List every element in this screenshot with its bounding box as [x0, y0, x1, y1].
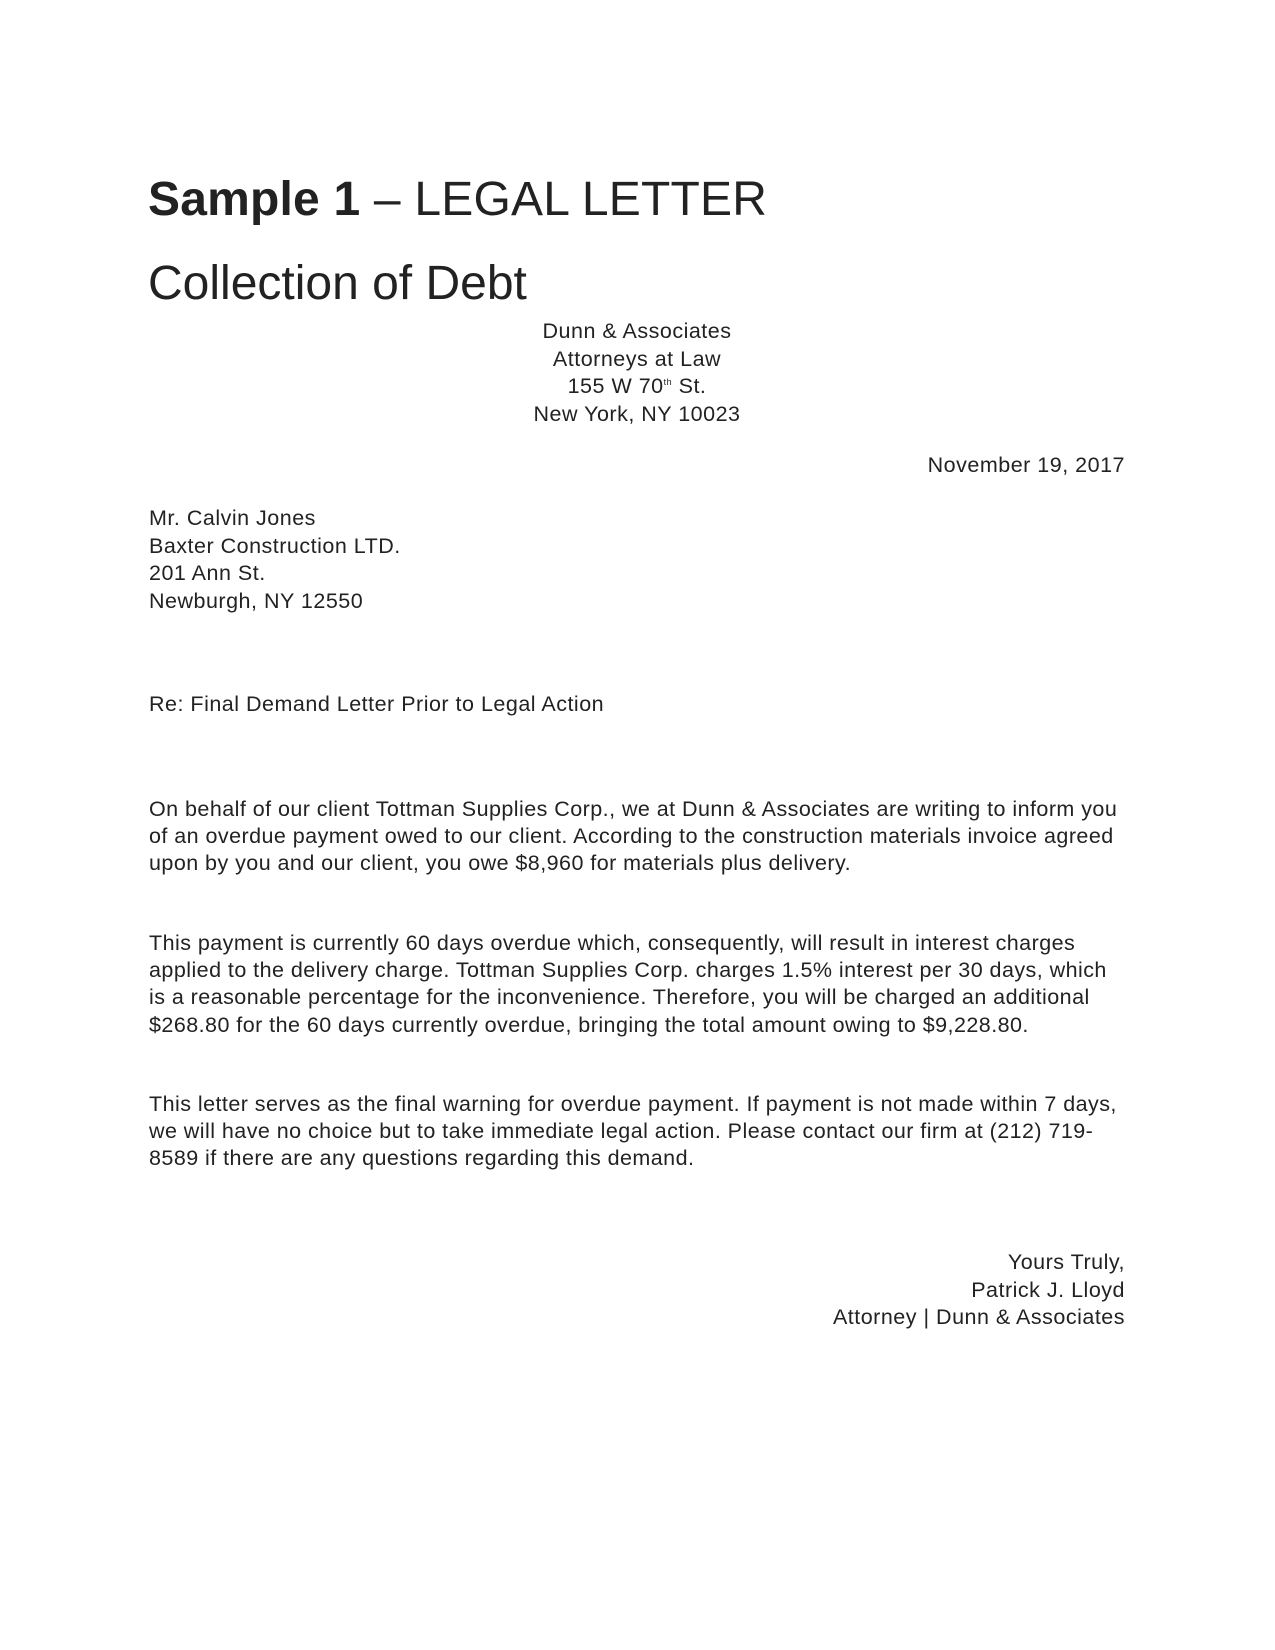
letter-date: November 19, 2017: [927, 453, 1125, 477]
body-paragraph-3: This letter serves as the final warning for overdue payment. If payment is not made within 7 days, we will have no choice but to take immediate legal action. Please contact our firm at (212) 719-8589 if there are any questions regarding this demand.: [149, 1092, 1117, 1171]
document-subtitle: Collection of Debt: [148, 257, 527, 310]
firm-street-prefix: 155 W 70: [567, 374, 664, 398]
body-paragraph-1: On behalf of our client Tottman Supplies Corp., we at Dunn & Associates are writing to inform you of an overdue payment owed to our client. According to the construction materials invoice agreed upon by you and our client, you owe $8,960 for materials plus delivery.: [149, 797, 1118, 876]
firm-tagline: Attorneys at Law: [552, 346, 722, 371]
recipient-city: Newburgh, NY 12550: [149, 588, 364, 613]
firm-name: Dunn & Associates: [542, 319, 732, 343]
firm-letterhead: [437, 318, 837, 428]
document-title: [148, 172, 767, 228]
document-title-bold: Sample 1: [148, 173, 361, 226]
firm-city: New York, NY 10023: [533, 401, 741, 426]
recipient-address: [149, 505, 401, 615]
subject-line: Re: Final Demand Letter Prior to Legal Action: [149, 692, 605, 716]
firm-street: [437, 373, 837, 401]
firm-street-suffix: St.: [672, 374, 707, 398]
signer-name: Patrick J. Lloyd: [971, 1277, 1125, 1302]
signer-title: Attorney | Dunn & Associates: [832, 1305, 1125, 1329]
closing-salutation: Yours Truly,: [1007, 1250, 1125, 1274]
recipient-company: Baxter Construction LTD.: [149, 533, 401, 558]
recipient-name: Mr. Calvin Jones: [149, 506, 316, 530]
closing-block: [833, 1249, 1125, 1332]
document-title-rest: – LEGAL LETTER: [360, 173, 768, 226]
recipient-street: 201 Ann St.: [149, 561, 266, 585]
firm-street-sup: th: [663, 377, 673, 387]
body-paragraph-2: This payment is currently 60 days overdue which, consequently, will result in interest charges applied to the delivery charge. Tottman Supplies Corp. charges 1.5% interest per 30 days, which is a reasonable percentage for the inconvenience. Therefore, you will be charged an additional $268.80 for the 60 days currently overdue, bringing the total amount owing to $9,228.80.: [149, 931, 1107, 1037]
